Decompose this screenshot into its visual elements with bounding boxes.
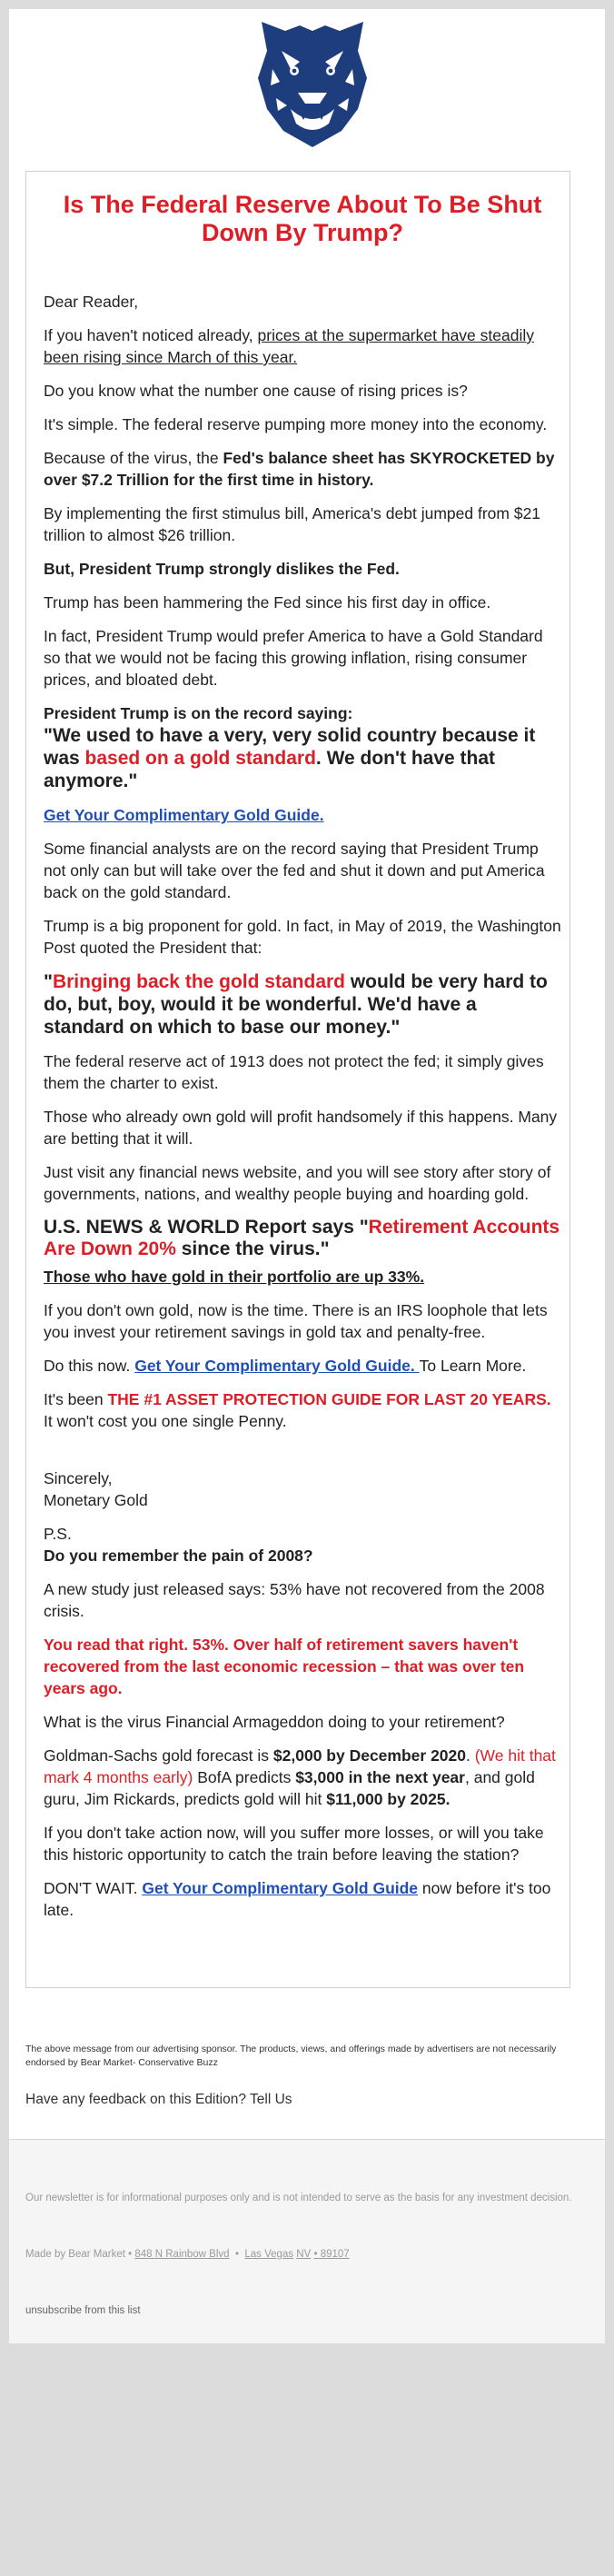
paragraph: The federal reserve act of 1913 does not protect the fed; it simply gives them the charter to exist.: [44, 1052, 544, 1092]
unsubscribe-link[interactable]: unsubscribe from this list: [25, 2305, 141, 2316]
state-link[interactable]: NV: [296, 2249, 312, 2260]
paragraph: But, President Trump strongly dislikes the Fed.: [44, 560, 400, 578]
paragraph: If you haven't noticed already, prices at the supermarket have steadily been rising since March of this year.: [44, 326, 534, 366]
us-news-callout: U.S. NEWS & WORLD Report says "Retirement Accounts Are Down 20% since the virus.": [44, 1217, 560, 1259]
paragraph: Because of the virus, the Fed's balance sheet has SKYROCKETED by over $7.2 Trillion for the first time in history.: [44, 449, 555, 489]
postscript-label: P.S.: [44, 1525, 72, 1543]
paragraph: If you don't take action now, will you suffer more losses, or will you take this historic opportunity to catch the train before leaving the station?: [44, 1824, 544, 1864]
feedback-link[interactable]: Have any feedback on this Edition? Tell Us: [25, 2092, 292, 2107]
paragraph: It's simple. The federal reserve pumping more money into the economy.: [44, 415, 548, 433]
gold-guide-link[interactable]: Get Your Complimentary Gold Guide: [142, 1879, 419, 1897]
paragraph: By implementing the first stimulus bill, America's debt jumped from $21 trillion to almost $26 trillion.: [44, 504, 541, 544]
paragraph: Do you know what the number one cause of rising prices is?: [44, 382, 468, 400]
paragraph: If you don't own gold, now is the time. There is an IRS loophole that lets you invest your retirement savings in gold tax and penalty-free.: [44, 1301, 548, 1341]
greeting: Dear Reader,: [44, 293, 139, 311]
paragraph: Some financial analysts are on the record saying that President Trump not only can but will take over the fed and shut it down and put America back on the gold standard.: [44, 840, 545, 901]
signature: Monetary Gold: [44, 1491, 148, 1509]
city-link[interactable]: Las Vegas: [244, 2249, 294, 2260]
paragraph: A new study just released says: 53% have not recovered from the 2008 crisis.: [44, 1580, 545, 1620]
paragraph: Just visit any financial news website, and you will see story after story of governments, nations, and wealthy people buying and hoarding gold.: [44, 1163, 551, 1203]
cta-paragraph: DON'T WAIT. Get Your Complimentary Gold Guide now before it's too late.: [44, 1879, 551, 1919]
paragraph: Those who already own gold will profit handsomely if this happens. Many are betting that it will.: [44, 1108, 558, 1148]
paragraph: What is the virus Financial Armageddon doing to your retirement?: [44, 1713, 505, 1731]
cta-paragraph: [44, 804, 561, 826]
address-line: Made by Bear Market • 848 N Rainbow Blvd • Las Vegas NV • 89107: [25, 2249, 350, 2260]
zip-link[interactable]: • 89107: [313, 2249, 350, 2260]
gold-guide-link[interactable]: Get Your Complimentary Gold Guide.: [44, 806, 324, 824]
washington-post-quote: "Bringing back the gold standard would be very hard to do, but, boy, would it be wonderful. We'd have a standard on which to base our money.": [44, 971, 548, 1038]
paragraph: Trump is a big proponent for gold. In fact, in May of 2019, the Washington Post quoted the President that:: [44, 917, 561, 957]
paragraph: Trump has been hammering the Fed since his first day in office.: [44, 593, 491, 612]
headline: Is The Federal Reserve About To Be Shut Down By Trump?: [63, 191, 542, 246]
trump-quote-block: President Trump is on the record saying: "We used to have a very, very solid country because it was based on a gold standard. We don't have that anymore.": [44, 704, 536, 791]
cta-paragraph: Do this now. Get Your Complimentary Gold Guide. To Learn More.: [44, 1357, 527, 1375]
paragraph: You read that right. 53%. Over half of retirement savers haven't recovered from the last economic recession – that was over ten years ago.: [44, 1636, 525, 1697]
forecast-paragraph: Goldman-Sachs gold forecast is $2,000 by December 2020. (We hit that mark 4 months early) BofA predicts $3,000 in the next year, and gold guru, Jim Rickards, predicts gold will hit $11,000 by 2025.: [44, 1746, 556, 1808]
feedback-line: [25, 2092, 579, 2108]
sponsor-disclaimer: The above message from our advertising sponsor. The products, views, and offerings made by advertisers are not necessarily endorsed by Bear Market- Conservative Buzz: [25, 2044, 557, 2068]
paragraph: Those who have gold in their portfolio are up 33%.: [44, 1268, 425, 1286]
article-body: [44, 191, 561, 1933]
underlined-text: prices at the supermarket have steadily been rising since March of this year.: [44, 326, 534, 366]
paragraph: It's been THE #1 ASSET PROTECTION GUIDE FOR LAST 20 YEARS. It won't cost you one single Penny.: [44, 1390, 551, 1430]
address-link[interactable]: 848 N Rainbow Blvd: [134, 2249, 230, 2260]
footer-panel: [9, 2139, 605, 2343]
signoff: Sincerely,: [44, 1469, 113, 1487]
gold-guide-link[interactable]: Get Your Complimentary Gold Guide.: [134, 1357, 420, 1375]
bear-head-icon: [254, 15, 371, 151]
paragraph: In fact, President Trump would prefer America to have a Gold Standard so that we would not be facing this growing inflation, rising consumer prices, and bloated debt.: [44, 627, 543, 689]
newsletter-note: Our newsletter is for informational purposes only and is not intended to serve as the basis for any investment decision.: [25, 2193, 572, 2203]
paragraph: Do you remember the pain of 2008?: [44, 1547, 313, 1565]
